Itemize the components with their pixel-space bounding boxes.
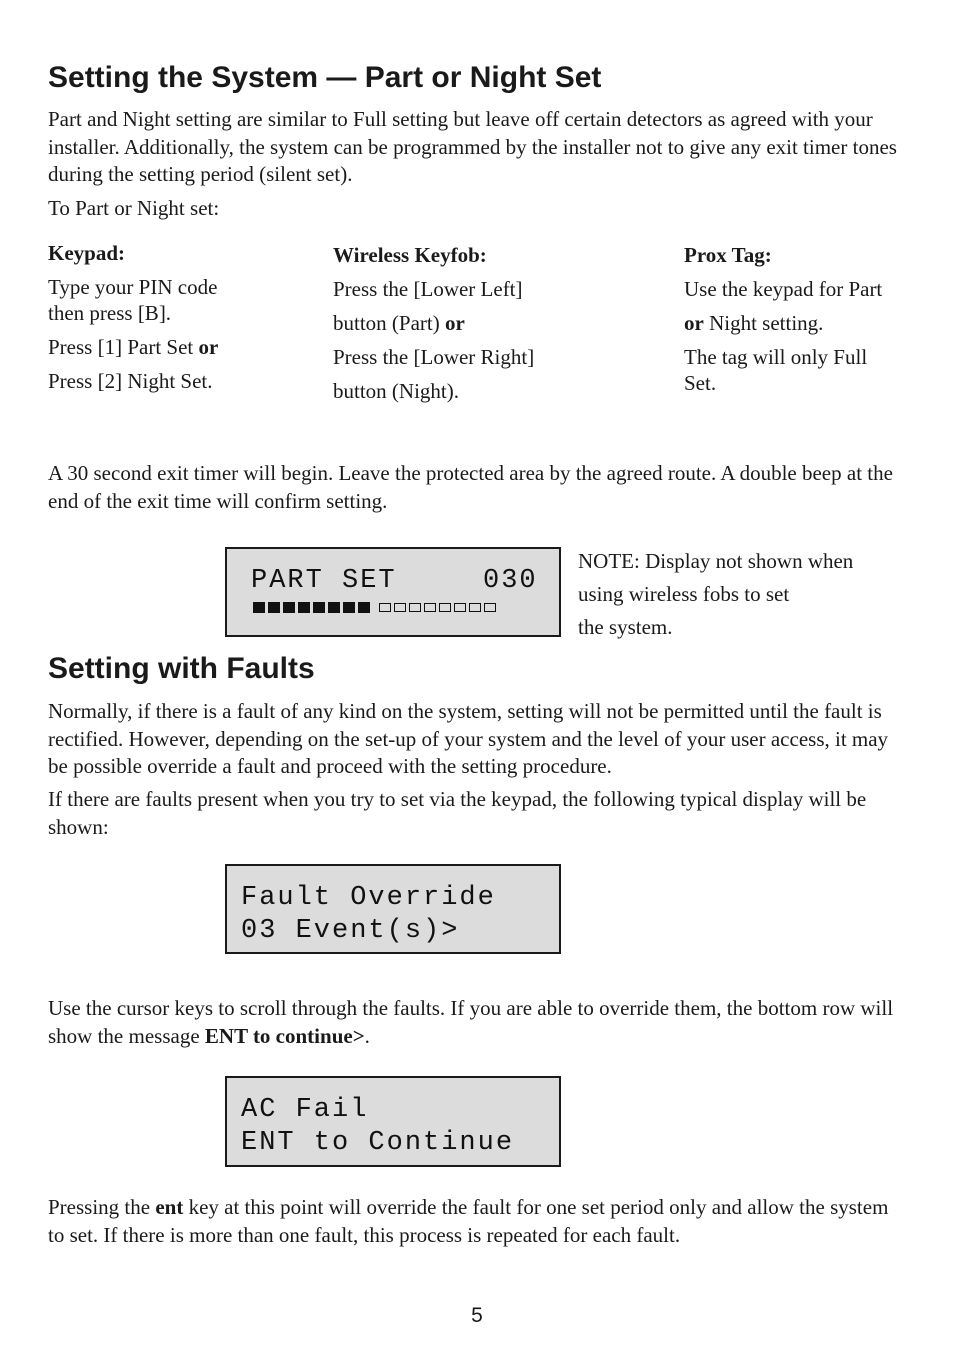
- keypad-line: then press [B].: [48, 301, 172, 325]
- progress-block-empty: [469, 603, 481, 612]
- progress-block-empty: [454, 603, 466, 612]
- progress-block-filled: [283, 602, 295, 613]
- part-set-display: [225, 547, 561, 637]
- keyfob-heading: Wireless Keyfob:: [333, 243, 487, 267]
- display-label: PART SET: [251, 566, 397, 596]
- prox-tag-line: Use the keypad for Part: [684, 277, 883, 301]
- progress-block-empty: [484, 603, 496, 612]
- lead-paragraph: To Part or Night set:: [48, 196, 220, 220]
- keypad-heading: Keypad:: [48, 241, 126, 265]
- keyfob-line: Press the [Lower Left]: [333, 277, 523, 301]
- prox-tag-heading: Prox Tag:: [684, 243, 772, 267]
- progress-block-empty: [439, 603, 451, 612]
- page-number: 5: [471, 1304, 483, 1327]
- section-title-setting-with-faults: Setting with Faults: [48, 652, 315, 685]
- progress-block-filled: [343, 602, 355, 613]
- note-line: the system.: [578, 615, 673, 639]
- keyfob-line: button (Night).: [333, 379, 459, 403]
- note-line: using wireless fobs to set: [578, 582, 790, 606]
- progress-block-filled: [298, 602, 310, 613]
- keyfob-line: Press the [Lower Right]: [333, 345, 535, 369]
- progress-bar: [253, 602, 496, 613]
- faults-paragraph-4: Pressing the ent key at this point will override the fault for one set period only and allow the system to set. If there is more than one fault, this process is repeated for each fault.: [48, 1195, 889, 1247]
- progress-block-filled: [268, 602, 280, 613]
- progress-block-empty: [409, 603, 421, 612]
- faults-paragraph-1: Normally, if there is a fault of any kind on the system, setting will not be permitted until the fault is rectified. However, depending on the set-up of your system and the level of your user access, it may be possible override a fault and proceed with the setting procedure.: [48, 699, 889, 778]
- exit-timer-paragraph: A 30 second exit timer will begin. Leave the protected area by the agreed route. A double beep at the end of the exit time will confirm setting.: [48, 461, 893, 513]
- intro-paragraph: Part and Night setting are similar to Full setting but leave off certain detectors as agreed with your installer. Additionally, the system can be programmed by the installer not to give any exit timer tones during the setting period (silent set).: [48, 107, 897, 186]
- prox-tag-column: [684, 242, 924, 396]
- display-timer: 030: [483, 566, 538, 596]
- display-line-1: AC Fail: [241, 1095, 369, 1125]
- progress-block-filled: [253, 602, 265, 613]
- display-line-2: 03 Event(s)>: [241, 916, 460, 946]
- keypad-line: Type your PIN code: [48, 275, 218, 299]
- display-line-2: ENT to Continue: [241, 1128, 515, 1158]
- progress-block-empty: [424, 603, 436, 612]
- prox-tag-line: or Night setting.: [684, 311, 824, 335]
- keyfob-column: [333, 242, 673, 404]
- display-line-1: Fault Override: [241, 883, 496, 913]
- progress-block-empty: [394, 603, 406, 612]
- keypad-line: Press [1] Part Set or: [48, 335, 219, 359]
- progress-block-filled: [358, 602, 370, 613]
- ac-fail-display: [225, 1076, 561, 1167]
- progress-block-filled: [313, 602, 325, 613]
- faults-paragraph-3: Use the cursor keys to scroll through the faults. If you are able to override them, the bottom row will show the message ENT to continue>.: [48, 996, 894, 1048]
- prox-tag-line: The tag will only Full: [684, 345, 868, 369]
- keypad-line: Press [2] Night Set.: [48, 369, 213, 393]
- progress-block-empty: [379, 603, 391, 612]
- faults-paragraph-2: If there are faults present when you try to set via the keypad, the following typical display will be shown:: [48, 787, 867, 839]
- keypad-column: [48, 240, 318, 394]
- keyfob-line: button (Part) or: [333, 311, 465, 335]
- progress-block-filled: [328, 602, 340, 613]
- prox-tag-line: Set.: [684, 371, 717, 395]
- section-title-part-night-set: Setting the System — Part or Night Set: [48, 61, 602, 94]
- fault-override-display: [225, 864, 561, 954]
- display-note: [578, 545, 918, 644]
- note-line: NOTE: Display not shown when: [578, 549, 854, 573]
